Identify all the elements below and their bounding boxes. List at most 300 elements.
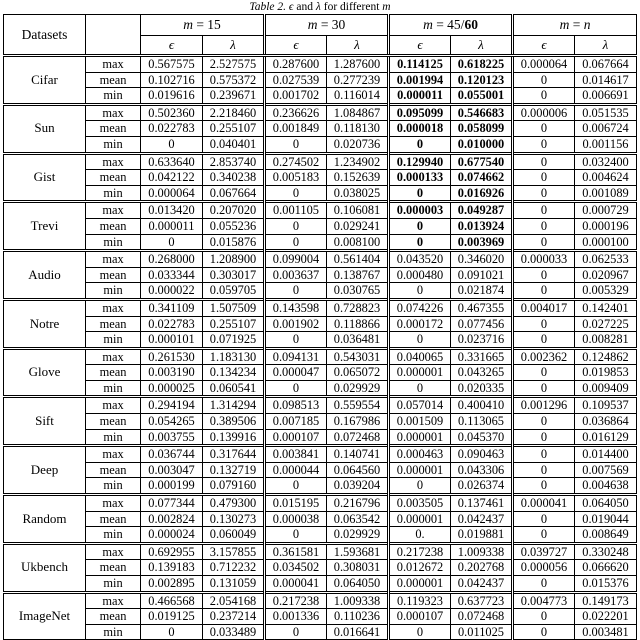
value-cell: 0.004017 xyxy=(513,299,575,316)
value-cell: 0 xyxy=(513,380,575,397)
value-cell: 0.043520 xyxy=(389,251,451,268)
value-cell: 0.019125 xyxy=(141,609,203,625)
value-cell: 0.118130 xyxy=(327,121,389,137)
value-cell: 0.029929 xyxy=(327,527,389,544)
value-cell: 0.022201 xyxy=(575,609,637,625)
table-row xyxy=(4,170,637,186)
value-cell: 0.098513 xyxy=(265,397,327,414)
value-cell: 0 xyxy=(513,462,575,478)
value-cell: 0.692955 xyxy=(141,543,203,560)
dataset-name: Sun xyxy=(4,104,86,153)
value-cell: 1.287600 xyxy=(327,56,389,73)
value-cell: 0.132719 xyxy=(203,462,265,478)
dataset-name: Random xyxy=(4,495,86,544)
value-cell: 1.314294 xyxy=(203,397,265,414)
stat-label: max xyxy=(86,251,141,268)
value-cell: 0.020736 xyxy=(327,136,389,153)
stat-label: max xyxy=(86,56,141,73)
lambda-subcol-header: λ xyxy=(203,36,265,56)
value-cell: 0.000101 xyxy=(141,332,203,349)
value-cell: 0.712232 xyxy=(203,560,265,576)
value-cell: 0.000006 xyxy=(513,104,575,121)
value-cell: 0.006691 xyxy=(575,88,637,105)
value-cell: 0.062533 xyxy=(575,251,637,268)
table-row xyxy=(4,527,637,544)
value-cell: 0.575372 xyxy=(203,72,265,88)
value-cell: 0.152639 xyxy=(327,170,389,186)
value-cell: 0 xyxy=(513,332,575,349)
value-cell: 0.000041 xyxy=(265,576,327,593)
col-group-label-part: m xyxy=(183,17,193,32)
value-cell: 0.019881 xyxy=(451,527,513,544)
value-cell: 0.013420 xyxy=(141,202,203,219)
stat-header-blank xyxy=(86,15,141,56)
table-row xyxy=(4,576,637,593)
table-row xyxy=(4,283,637,300)
value-cell: 0.317644 xyxy=(203,446,265,463)
value-cell: 0.567575 xyxy=(141,56,203,73)
value-cell: 0.341109 xyxy=(141,299,203,316)
epsilon-symbol: ϵ xyxy=(286,1,294,13)
value-cell: 0.479300 xyxy=(203,495,265,512)
value-cell: 2.054168 xyxy=(203,592,265,609)
stat-label: max xyxy=(86,446,141,463)
value-cell: 0.019616 xyxy=(141,88,203,105)
stat-label: min xyxy=(86,234,141,251)
value-cell: 0.021874 xyxy=(451,283,513,300)
value-cell: 0.010000 xyxy=(451,136,513,153)
value-cell: 0.000001 xyxy=(389,429,451,446)
value-cell: 0.067664 xyxy=(575,56,637,73)
value-cell: 0 xyxy=(265,283,327,300)
value-cell: 0 xyxy=(389,380,451,397)
caption-and: and xyxy=(293,1,316,13)
value-cell: 0.000011 xyxy=(389,88,451,105)
value-cell: 0.287600 xyxy=(265,56,327,73)
value-cell: 0 xyxy=(513,88,575,105)
stat-label: min xyxy=(86,380,141,397)
value-cell: 2.218460 xyxy=(203,104,265,121)
value-cell: 0.057014 xyxy=(389,397,451,414)
value-cell: 0.000064 xyxy=(141,185,203,202)
value-cell: 0 xyxy=(265,185,327,202)
value-cell: 1.507509 xyxy=(203,299,265,316)
value-cell: 0.000033 xyxy=(513,251,575,268)
value-cell: 0.033344 xyxy=(141,267,203,283)
value-cell: 0.054265 xyxy=(141,414,203,430)
value-cell: 0.004773 xyxy=(513,592,575,609)
col-group-header xyxy=(389,15,513,36)
value-cell: 0.000041 xyxy=(513,495,575,512)
value-cell: 0.330248 xyxy=(575,543,637,560)
value-cell: 0.261530 xyxy=(141,348,203,365)
col-group-label-part: = 30 xyxy=(317,17,346,32)
value-cell: 0.074226 xyxy=(389,299,451,316)
value-cell: 0.008649 xyxy=(575,527,637,544)
value-cell: 0.040401 xyxy=(203,136,265,153)
col-group-label-part: = 45/ xyxy=(432,17,465,32)
value-cell: 0.016129 xyxy=(575,429,637,446)
value-cell: 0.142401 xyxy=(575,299,637,316)
stat-label: mean xyxy=(86,267,141,283)
stat-label: max xyxy=(86,202,141,219)
value-cell: 0.015376 xyxy=(575,576,637,593)
value-cell: 0.036864 xyxy=(575,414,637,430)
value-cell: 0.036481 xyxy=(327,332,389,349)
stat-label: mean xyxy=(86,316,141,332)
table-row xyxy=(4,121,637,137)
value-cell: 0.015195 xyxy=(265,495,327,512)
value-cell: 0 xyxy=(141,136,203,153)
value-cell: 0.042437 xyxy=(451,511,513,527)
value-cell: 0 xyxy=(513,185,575,202)
col-group-label-part: 60 xyxy=(464,17,478,32)
col-group-label-part: m xyxy=(307,17,318,32)
value-cell: 0.099004 xyxy=(265,251,327,268)
col-group-header xyxy=(141,15,265,36)
value-cell: 0.546683 xyxy=(451,104,513,121)
table-row xyxy=(4,104,637,121)
value-cell: 0.039727 xyxy=(513,543,575,560)
table-row xyxy=(4,234,637,251)
value-cell: 0.043306 xyxy=(451,462,513,478)
value-cell: 0.000001 xyxy=(389,576,451,593)
value-cell: 1.009338 xyxy=(451,543,513,560)
value-cell: 0.055001 xyxy=(451,88,513,105)
value-cell: 0.040065 xyxy=(389,348,451,365)
dataset-name: Audio xyxy=(4,251,86,300)
value-cell: 0.003190 xyxy=(141,365,203,381)
stat-label: max xyxy=(86,397,141,414)
value-cell: 0 xyxy=(265,527,327,544)
table-row xyxy=(4,609,637,625)
value-cell: 0.277239 xyxy=(327,72,389,88)
value-cell: 0.001509 xyxy=(389,414,451,430)
table-row xyxy=(4,153,637,170)
value-cell: 0.051535 xyxy=(575,104,637,121)
value-cell: 0.019853 xyxy=(575,365,637,381)
value-cell: 0.110236 xyxy=(327,609,389,625)
value-cell: 0.728823 xyxy=(327,299,389,316)
caption-rest: for different xyxy=(320,1,383,13)
value-cell: 0.003047 xyxy=(141,462,203,478)
value-cell: 0 xyxy=(265,218,327,234)
value-cell: 0.167986 xyxy=(327,414,389,430)
stat-label: mean xyxy=(86,170,141,186)
value-cell: 0.139183 xyxy=(141,560,203,576)
value-cell: 0 xyxy=(389,624,451,640)
stat-label: min xyxy=(86,136,141,153)
value-cell: 0.095099 xyxy=(389,104,451,121)
value-cell: 0.020967 xyxy=(575,267,637,283)
value-cell: 0. xyxy=(389,527,451,544)
value-cell: 0.074662 xyxy=(451,170,513,186)
value-cell: 0.000011 xyxy=(141,218,203,234)
value-cell: 0.109537 xyxy=(575,397,637,414)
value-cell: 0.001105 xyxy=(265,202,327,219)
value-cell: 0.071925 xyxy=(203,332,265,349)
epsilon-subcol-header: ϵ xyxy=(389,36,451,56)
table-row xyxy=(4,429,637,446)
stat-label: min xyxy=(86,283,141,300)
table-row xyxy=(4,218,637,234)
table-row xyxy=(4,88,637,105)
table-body xyxy=(4,56,637,640)
stat-label: mean xyxy=(86,609,141,625)
table-row xyxy=(4,332,637,349)
stat-label: max xyxy=(86,495,141,512)
value-cell: 0 xyxy=(513,283,575,300)
stat-label: mean xyxy=(86,462,141,478)
value-cell: 0.003505 xyxy=(389,495,451,512)
value-cell: 2.527575 xyxy=(203,56,265,73)
value-cell: 0.002824 xyxy=(141,511,203,527)
value-cell: 0.042437 xyxy=(451,576,513,593)
value-cell: 0.004624 xyxy=(575,170,637,186)
table-row xyxy=(4,414,637,430)
value-cell: 0.023716 xyxy=(451,332,513,349)
value-cell: 0.005183 xyxy=(265,170,327,186)
table-row xyxy=(4,495,637,512)
stat-label: max xyxy=(86,153,141,170)
value-cell: 0.000172 xyxy=(389,316,451,332)
value-cell: 0.066620 xyxy=(575,560,637,576)
value-cell: 0.131059 xyxy=(203,576,265,593)
table-row xyxy=(4,267,637,283)
stat-label: min xyxy=(86,185,141,202)
value-cell: 0.002362 xyxy=(513,348,575,365)
value-cell: 0.000107 xyxy=(389,609,451,625)
value-cell: 0.043265 xyxy=(451,365,513,381)
value-cell: 0.064050 xyxy=(575,495,637,512)
value-cell: 0.038025 xyxy=(327,185,389,202)
table-row xyxy=(4,136,637,153)
value-cell: 0.000047 xyxy=(265,365,327,381)
col-group-label-part: = 15 xyxy=(192,17,221,32)
value-cell: 0.340238 xyxy=(203,170,265,186)
value-cell: 0.034502 xyxy=(265,560,327,576)
value-cell: 0.029241 xyxy=(327,218,389,234)
stat-label: min xyxy=(86,478,141,495)
value-cell: 0.000107 xyxy=(265,429,327,446)
stat-label: mean xyxy=(86,121,141,137)
value-cell: 0.274502 xyxy=(265,153,327,170)
value-cell: 0.067664 xyxy=(203,185,265,202)
value-cell: 0.120123 xyxy=(451,72,513,88)
value-cell: 0.013924 xyxy=(451,218,513,234)
value-cell: 0.346020 xyxy=(451,251,513,268)
value-cell: 0.140741 xyxy=(327,446,389,463)
value-cell: 0.559554 xyxy=(327,397,389,414)
value-cell: 0 xyxy=(389,478,451,495)
value-cell: 0.217238 xyxy=(265,592,327,609)
stat-label: min xyxy=(86,88,141,105)
value-cell: 0.033489 xyxy=(203,624,265,640)
value-cell: 0.217238 xyxy=(389,543,451,560)
value-cell: 0.022783 xyxy=(141,121,203,137)
value-cell: 0.114125 xyxy=(389,56,451,73)
value-cell: 0.236626 xyxy=(265,104,327,121)
table-row xyxy=(4,380,637,397)
dataset-name: Ukbench xyxy=(4,543,86,592)
value-cell: 0 xyxy=(513,478,575,495)
stat-label: max xyxy=(86,299,141,316)
value-cell: 0.036744 xyxy=(141,446,203,463)
stat-label: mean xyxy=(86,414,141,430)
results-table xyxy=(3,14,637,640)
value-cell: 0.119323 xyxy=(389,592,451,609)
stat-label: min xyxy=(86,624,141,640)
value-cell: 0.543031 xyxy=(327,348,389,365)
value-cell: 0.003755 xyxy=(141,429,203,446)
value-cell: 0.016641 xyxy=(327,624,389,640)
value-cell: 0 xyxy=(513,365,575,381)
table-row xyxy=(4,299,637,316)
value-cell: 0.029929 xyxy=(327,380,389,397)
value-cell: 0 xyxy=(141,234,203,251)
table-row xyxy=(4,185,637,202)
value-cell: 0.016926 xyxy=(451,185,513,202)
value-cell: 0 xyxy=(265,136,327,153)
value-cell: 0.139916 xyxy=(203,429,265,446)
value-cell: 0.012672 xyxy=(389,560,451,576)
table-row xyxy=(4,348,637,365)
value-cell: 0.001336 xyxy=(265,609,327,625)
value-cell: 0.000196 xyxy=(575,218,637,234)
value-cell: 0.000001 xyxy=(389,365,451,381)
value-cell: 0 xyxy=(513,316,575,332)
value-cell: 0 xyxy=(513,609,575,625)
dataset-name: Notre xyxy=(4,299,86,348)
stat-label: mean xyxy=(86,511,141,527)
value-cell: 0.060049 xyxy=(203,527,265,544)
stat-label: max xyxy=(86,543,141,560)
value-cell: 0.000001 xyxy=(389,462,451,478)
col-group-header xyxy=(513,15,637,36)
value-cell: 0.006724 xyxy=(575,121,637,137)
value-cell: 0.000003 xyxy=(389,202,451,219)
value-cell: 0.255107 xyxy=(203,316,265,332)
value-cell: 0.009409 xyxy=(575,380,637,397)
lambda-subcol-header: λ xyxy=(327,36,389,56)
value-cell: 0 xyxy=(141,624,203,640)
value-cell: 0.000018 xyxy=(389,121,451,137)
value-cell: 0.134234 xyxy=(203,365,265,381)
value-cell: 0.124862 xyxy=(575,348,637,365)
lambda-subcol-header: λ xyxy=(575,36,637,56)
table-row xyxy=(4,72,637,88)
epsilon-subcol-header: ϵ xyxy=(141,36,203,56)
value-cell: 0.072468 xyxy=(327,429,389,446)
value-cell: 0.308031 xyxy=(327,560,389,576)
value-cell: 0.149173 xyxy=(575,592,637,609)
value-cell: 0.001902 xyxy=(265,316,327,332)
stat-label: max xyxy=(86,104,141,121)
table-row xyxy=(4,365,637,381)
value-cell: 0.020335 xyxy=(451,380,513,397)
value-cell: 0.008281 xyxy=(575,332,637,349)
table-row xyxy=(4,592,637,609)
value-cell: 0.004638 xyxy=(575,478,637,495)
stat-label: max xyxy=(86,592,141,609)
value-cell: 0.060541 xyxy=(203,380,265,397)
value-cell: 0.003481 xyxy=(575,624,637,640)
value-cell: 0.502360 xyxy=(141,104,203,121)
value-cell: 0 xyxy=(265,332,327,349)
value-cell: 0.400410 xyxy=(451,397,513,414)
value-cell: 0.000064 xyxy=(513,56,575,73)
value-cell: 0 xyxy=(513,624,575,640)
value-cell: 0.001089 xyxy=(575,185,637,202)
value-cell: 0.561404 xyxy=(327,251,389,268)
value-cell: 0 xyxy=(265,624,327,640)
col-group-label-part: m xyxy=(559,17,570,32)
value-cell: 0 xyxy=(513,234,575,251)
value-cell: 1.234902 xyxy=(327,153,389,170)
value-cell: 0.138767 xyxy=(327,267,389,283)
value-cell: 0 xyxy=(513,429,575,446)
value-cell: 0.361581 xyxy=(265,543,327,560)
value-cell: 0.077456 xyxy=(451,316,513,332)
value-cell: 0.467355 xyxy=(451,299,513,316)
value-cell: 0 xyxy=(389,218,451,234)
value-cell: 0.202768 xyxy=(451,560,513,576)
dataset-name: ImageNet xyxy=(4,592,86,640)
value-cell: 0 xyxy=(513,121,575,137)
value-cell: 0.143598 xyxy=(265,299,327,316)
value-cell: 0.331665 xyxy=(451,348,513,365)
value-cell: 0 xyxy=(389,234,451,251)
value-cell: 0.008100 xyxy=(327,234,389,251)
value-cell: 0 xyxy=(513,576,575,593)
value-cell: 0.014400 xyxy=(575,446,637,463)
dataset-name: Deep xyxy=(4,446,86,495)
stat-label: min xyxy=(86,527,141,544)
value-cell: 0 xyxy=(513,511,575,527)
table-row xyxy=(4,624,637,640)
value-cell: 0 xyxy=(389,136,451,153)
value-cell: 0.063542 xyxy=(327,511,389,527)
value-cell: 0.000133 xyxy=(389,170,451,186)
header-row-groups xyxy=(4,15,637,36)
caption-m: m xyxy=(382,1,391,13)
value-cell: 0.118866 xyxy=(327,316,389,332)
lambda-subcol-header: λ xyxy=(451,36,513,56)
value-cell: 0.255107 xyxy=(203,121,265,137)
value-cell: 0 xyxy=(513,218,575,234)
value-cell: 0.000001 xyxy=(389,511,451,527)
value-cell: 0.007569 xyxy=(575,462,637,478)
value-cell: 0.000044 xyxy=(265,462,327,478)
dataset-name: Cifar xyxy=(4,56,86,105)
table-row xyxy=(4,543,637,560)
value-cell: 0.001702 xyxy=(265,88,327,105)
value-cell: 0.032400 xyxy=(575,153,637,170)
dataset-name: Trevi xyxy=(4,202,86,251)
value-cell: 0.000056 xyxy=(513,560,575,576)
stat-label: mean xyxy=(86,218,141,234)
value-cell: 0.091021 xyxy=(451,267,513,283)
dataset-name: Glove xyxy=(4,348,86,397)
value-cell: 0.005329 xyxy=(575,283,637,300)
value-cell: 0 xyxy=(513,527,575,544)
value-cell: 0.000729 xyxy=(575,202,637,219)
value-cell: 0.059705 xyxy=(203,283,265,300)
value-cell: 0.106081 xyxy=(327,202,389,219)
value-cell: 0.058099 xyxy=(451,121,513,137)
value-cell: 1.208900 xyxy=(203,251,265,268)
value-cell: 0.001994 xyxy=(389,72,451,88)
